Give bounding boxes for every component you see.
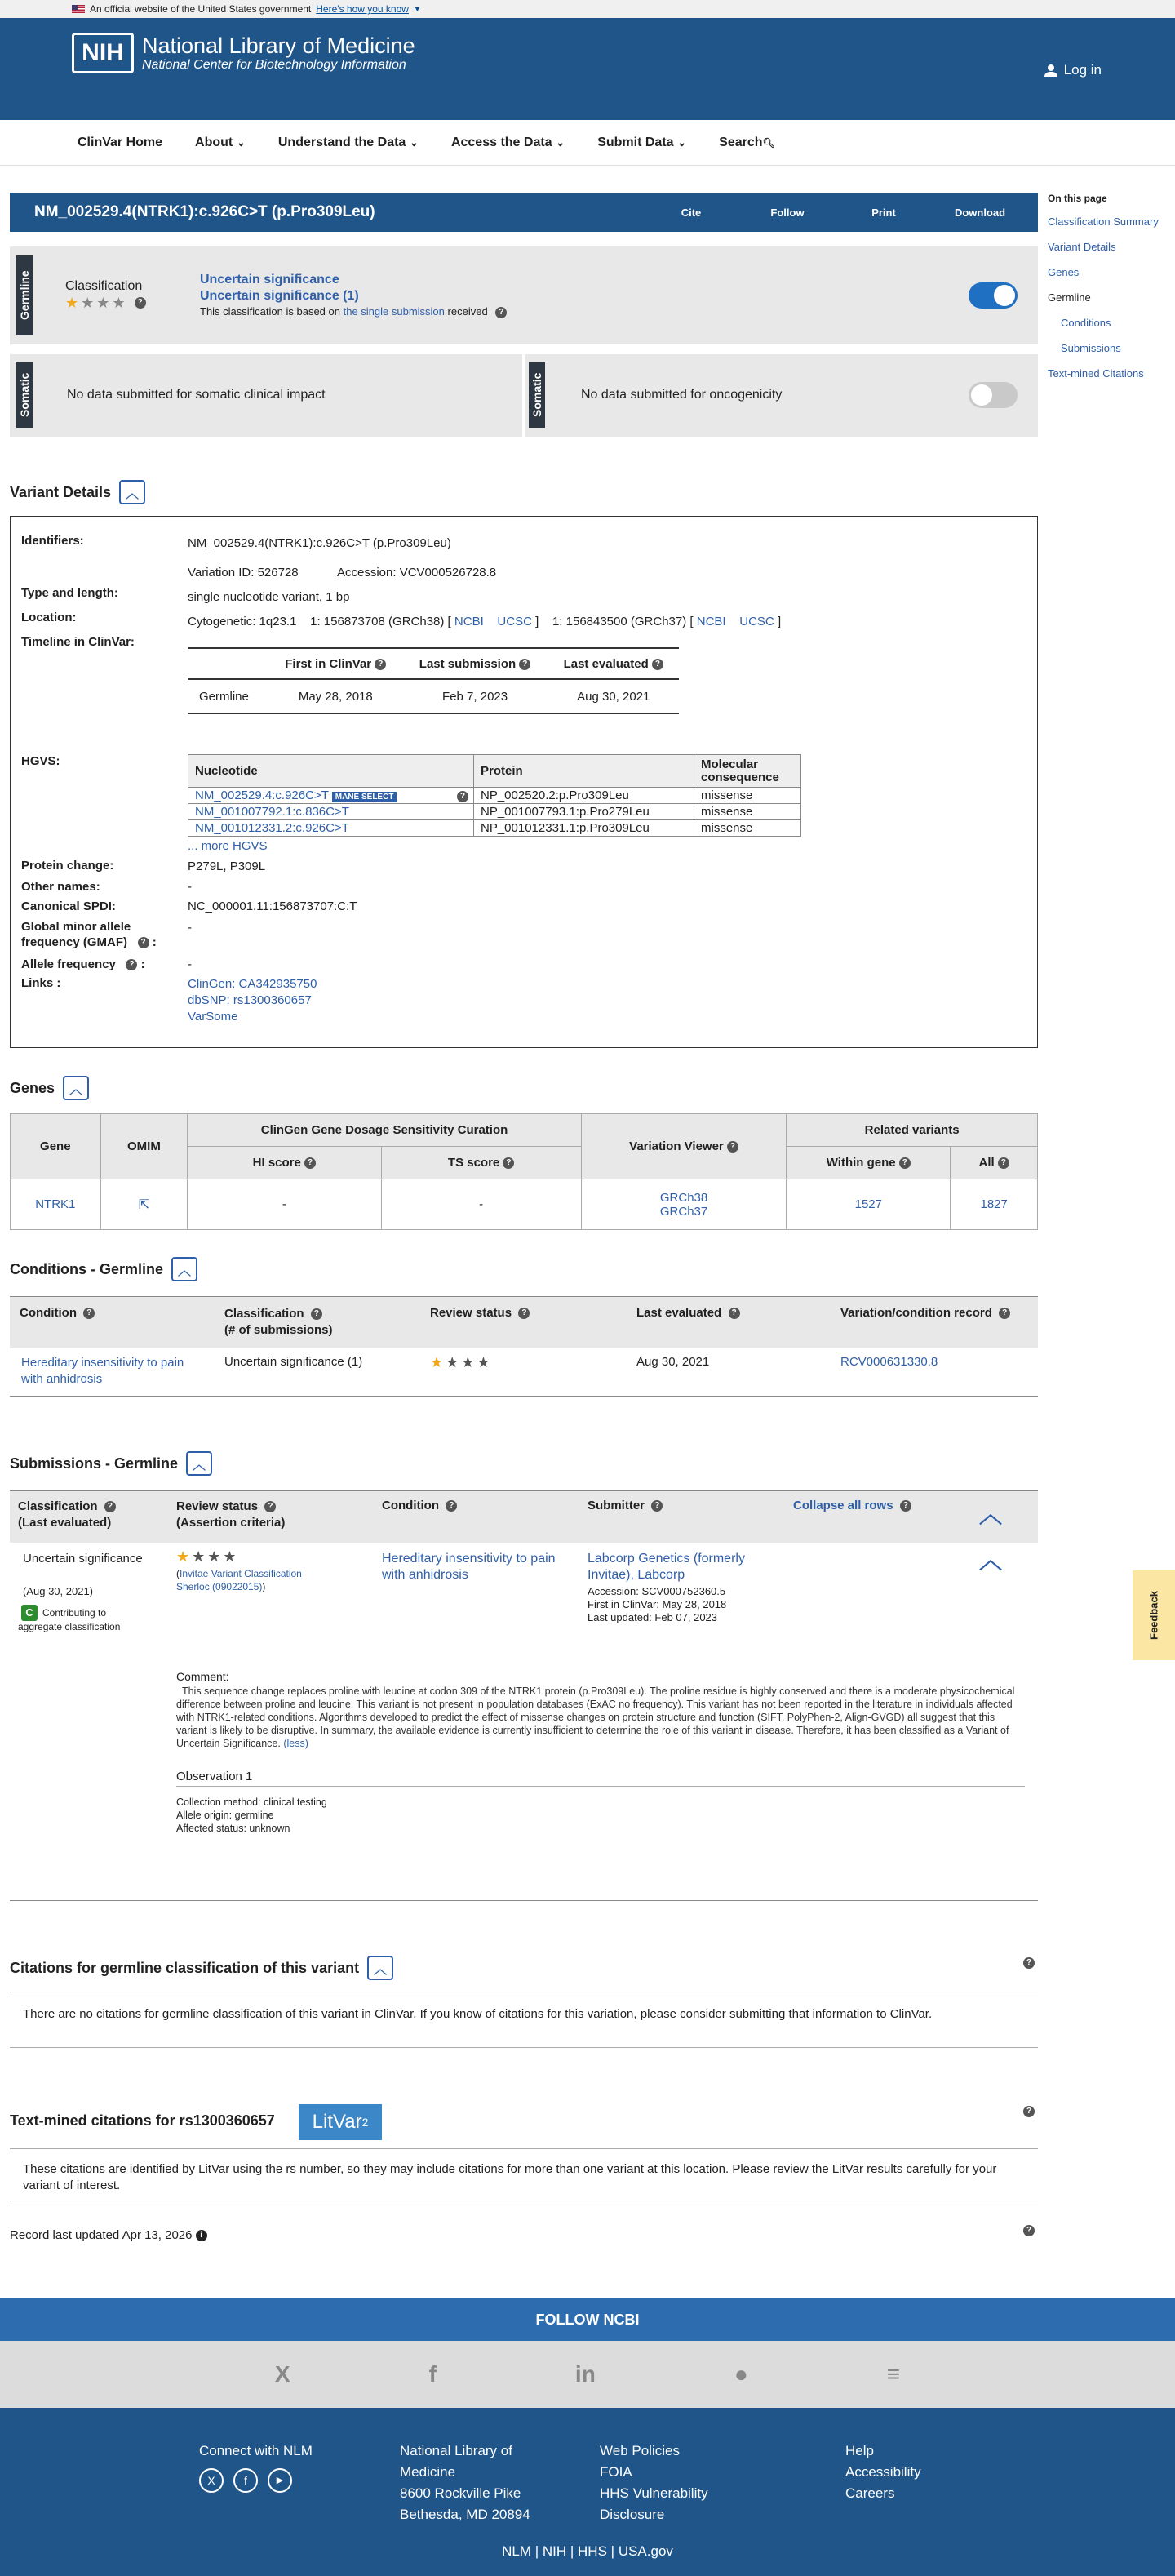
connect-col: Connect with NLM X f ▶	[199, 2441, 313, 2493]
help-icon[interactable]: ?	[1023, 2225, 1035, 2236]
otp-submissions[interactable]: Submissions	[1061, 342, 1121, 354]
youtube-icon[interactable]: ▶	[268, 2468, 292, 2493]
af-value: -	[188, 957, 192, 971]
info-icon: i	[196, 2230, 207, 2241]
other-names-label: Other names:	[21, 880, 100, 894]
hgvs-table: Nucleotide Protein Molecular consequence NM_002529.4:c.926C>T MANE SELECT ? NP_002520.2:p.Pro309Leu missense NM_001007792.1:c.836C>T NP_001007793.1:p.Pro279Leu missense NM_001012331.2:c.926C>T NP_001012331.1:p.Pro309Leu missense	[188, 754, 801, 837]
somatic-onco: No data submitted for oncogenicity	[581, 388, 783, 402]
review-stars: ★ ★ ★ ★	[430, 1354, 490, 1370]
contributing-badge: C	[21, 1605, 38, 1621]
otp-genes[interactable]: Genes	[1048, 266, 1080, 278]
nav-search[interactable]: Search🔍︎	[719, 135, 775, 149]
somatic-toggle[interactable]	[969, 382, 1018, 408]
identifiers-value: NM_002529.4(NTRK1):c.926C>T (p.Pro309Leu)	[188, 536, 451, 550]
gene-link[interactable]: NTRK1	[35, 1197, 76, 1211]
classification-label: Classification	[65, 279, 143, 293]
comment-text: This sequence change replaces proline with leucine at codon 309 of the NTRK1 protein (p.Pro309Leu). The proline residue is highly conserved and there is a moderate physicochemical difference between proline and leucine. This variant is not present in population databases (ExAC no frequency). This variant has not been reported in the literature in individuals affected with NTRK1-related conditions. Algorithms developed to predict the effect of missense changes on protein structure and function (SIFT, PolyPhen-2, Align-GVGD) all suggest that this variant is likely to be disruptive. In summary, the available evidence is currently insufficient to determine the role of this variant in disease. Therefore, it has been classified as a Variant of Uncertain Significance. (less)	[176, 1686, 1015, 1749]
condition-classification: Uncertain significance (1)	[224, 1355, 363, 1369]
help-icon: ?	[446, 1500, 457, 1512]
careers-link[interactable]: Careers	[845, 2485, 895, 2501]
ucsc-link[interactable]: UCSC	[497, 615, 532, 628]
sub-date: (Aug 30, 2021)	[23, 1585, 94, 1597]
less-link[interactable]: (less)	[283, 1738, 308, 1749]
table-row: NTRK1 ⇱ - - GRCh38 GRCh37 1527 1827	[11, 1179, 1038, 1230]
follow-ncbi: FOLLOW NCBI	[0, 2298, 1175, 2341]
citations-text: There are no citations for germline classification of this variant in ClinVar. If you know of citations for this variation, please consider submitting that information to ClinVar.	[23, 2007, 933, 2021]
citations-heading: Citations for germline classification of this variant ︿	[10, 1956, 393, 1980]
other-names-value: -	[188, 880, 192, 894]
hgvs-link[interactable]: NM_001012331.2:c.926C>T	[195, 821, 349, 835]
observation-details: Collection method: clinical testing Allele origin: germline Affected status: unknown	[176, 1797, 327, 1834]
download-button[interactable]: Download	[954, 206, 1006, 219]
varsome-link[interactable]: VarSome	[188, 1010, 238, 1024]
hhs-link[interactable]: HHS	[578, 2543, 607, 2559]
help-icon: ?	[900, 1500, 911, 1512]
comment-label: Comment:	[176, 1670, 229, 1683]
hgvs-label: HGVS:	[21, 754, 60, 768]
nlm-logo[interactable]	[72, 33, 415, 73]
hgvs-link[interactable]: NM_001007792.1:c.836C>T	[195, 805, 349, 819]
login-button[interactable]: Log in	[1044, 62, 1102, 78]
sub-review-col: Review status ? (Assertion criteria)	[176, 1499, 286, 1530]
spdi-value: NC_000001.11:156873707:C:T	[188, 899, 357, 913]
divider	[10, 1900, 1038, 1901]
star-empty-icon: ★	[81, 295, 95, 311]
collapse-icon[interactable]: ︿	[171, 1257, 197, 1281]
x-icon[interactable]: X	[274, 2361, 290, 2387]
header-title: National Library of Medicine	[142, 33, 415, 58]
submissions-heading: Submissions - Germline ︿	[10, 1451, 212, 1476]
help-icon[interactable]: ?	[1023, 2106, 1035, 2117]
mane-select-badge: MANE SELECT	[332, 792, 397, 802]
help-icon: ?	[998, 1157, 1009, 1169]
single-submission-link[interactable]: the single submission	[343, 305, 445, 318]
header-subtitle: National Center for Biotechnology Information	[142, 58, 406, 72]
help-icon: ?	[495, 307, 507, 318]
nih-link[interactable]: NIH	[542, 2543, 567, 2559]
collapse-all-icon[interactable]: ︿	[979, 1502, 1003, 1527]
nlm-link[interactable]: NLM	[502, 2543, 531, 2559]
github-icon[interactable]: ●	[734, 2361, 748, 2387]
otp-classification-summary[interactable]: Classification Summary	[1048, 215, 1159, 228]
variant-details-heading: Variant Details ︿	[10, 480, 145, 504]
help-col	[845, 2441, 921, 2504]
star-filled-icon: ★	[65, 295, 79, 311]
dbsnp-link[interactable]: dbSNP: rs1300360657	[188, 993, 312, 1007]
type-label: Type and length:	[21, 586, 118, 600]
textmined-text: These citations are identified by LitVar using the rs number, so they may include citations for more than one variant at this location. Please review the LitVar results carefully for your variant of interest.	[23, 2162, 997, 2192]
print-button[interactable]: Print	[871, 206, 896, 219]
review-stars: ★ ★ ★ ★	[176, 1548, 237, 1565]
ncbi-link[interactable]: NCBI	[454, 615, 484, 628]
sub-condition-link[interactable]: Hereditary insensitivity to pain with anhidrosis	[382, 1552, 556, 1582]
contributing-text: Contributing to aggregate classification	[18, 1607, 121, 1632]
otp-conditions[interactable]: Conditions	[1061, 317, 1111, 329]
protein-change-value: P279L, P309L	[188, 859, 266, 873]
search-icon: 🔍︎	[762, 136, 775, 149]
divider	[10, 2047, 1038, 2048]
help-icon: ?	[264, 1501, 276, 1512]
grch37-link[interactable]: GRCh37	[659, 1204, 708, 1219]
feedback-button[interactable]: Feedback	[1133, 1570, 1175, 1660]
rss-icon[interactable]: ≡	[886, 2361, 901, 2387]
nav-access[interactable]: Access the Data ⌄	[450, 135, 565, 149]
somatic-tag-2: Somatic	[529, 362, 545, 428]
collapse-icon[interactable]: ︿	[63, 1076, 89, 1100]
divider	[10, 2148, 1038, 2149]
gmaf-label: Global minor allele frequency (GMAF) ? :	[21, 920, 157, 949]
chevron-down-icon: ⌄	[236, 135, 246, 149]
nav-understand[interactable]: Understand the Data ⌄	[277, 135, 419, 149]
x-icon[interactable]: X	[199, 2468, 224, 2493]
review-status-col: Review status ?	[430, 1306, 530, 1320]
nav-about[interactable]: About ⌄	[195, 135, 246, 149]
germline-class1: Uncertain significance	[200, 273, 339, 286]
somatic-clinical: No data submitted for somatic clinical impact	[67, 388, 326, 402]
nav-submit[interactable]: Submit Data ⌄	[597, 135, 687, 149]
us-flag-icon	[72, 5, 85, 13]
divider	[522, 354, 525, 437]
sub-classification-col: Classification ? (Last evaluated)	[18, 1499, 116, 1531]
facebook-icon[interactable]: f	[428, 2361, 437, 2387]
identifiers-label: Identifiers:	[21, 534, 84, 548]
help-icon: ?	[518, 1308, 530, 1319]
links-label: Links :	[21, 976, 61, 990]
external-link-icon[interactable]: ⇱	[138, 1197, 150, 1212]
otp-variant-details[interactable]: Variant Details	[1048, 241, 1116, 253]
on-this-page: On this page Classification Summary Variant Details Genes Germline Conditions Submissions Text-mined Citations	[1048, 193, 1170, 393]
collapse-icon[interactable]: ︿	[367, 1956, 393, 1980]
web-policies-link[interactable]: Web Policies	[600, 2443, 680, 2458]
help-icon: ?	[104, 1501, 116, 1512]
location-value: Cytogenetic: 1q23.1 1: 156873708 (GRCh38) [ NCBI UCSC ] 1: 156843500 (GRCh37) [ NCBI UCSC ]	[188, 615, 782, 628]
more-hgvs-link[interactable]: ... more HGVS	[188, 839, 268, 853]
chevron-down-icon: ▼	[413, 5, 421, 13]
chevron-down-icon: ⌄	[677, 135, 687, 149]
help-icon: ?	[126, 959, 137, 970]
help-icon: ?	[138, 937, 149, 948]
location-label: Location:	[21, 611, 77, 624]
address-col: National Library of Medicine 8600 Rockville Pike Bethesda, MD 20894	[400, 2443, 530, 2522]
collapse-icon[interactable]: ︿	[186, 1451, 212, 1476]
table-row: NM_001007792.1:c.836C>T NP_001007793.1:p.Pro279Leu missense	[188, 804, 801, 820]
facebook-icon[interactable]: f	[233, 2468, 258, 2493]
classification-col: Classification ? (# of submissions)	[224, 1307, 333, 1337]
help-icon: ?	[519, 659, 530, 670]
collapse-all-rows[interactable]: Collapse all rows ?	[793, 1499, 911, 1512]
otp-text-mined[interactable]: Text-mined Citations	[1048, 367, 1144, 380]
divider	[176, 1786, 1025, 1787]
table-row: NM_001012331.2:c.926C>T NP_001012331.1:p.Pro309Leu missense	[188, 820, 801, 837]
af-label: Allele frequency ? :	[21, 957, 145, 971]
variation-id: Variation ID: 526728	[188, 566, 299, 580]
gmaf-value: -	[188, 921, 192, 935]
policies-col: Web Policies FOIA HHS Vulnerability Disclosure	[600, 2441, 708, 2525]
ucsc-link[interactable]: UCSC	[739, 615, 774, 628]
help-icon: ?	[83, 1308, 95, 1319]
help-icon: ?	[375, 659, 386, 670]
help-icon: ?	[729, 1308, 740, 1319]
review-stars	[65, 295, 146, 310]
observation-title: Observation 1	[176, 1770, 253, 1783]
clingen-link[interactable]: ClinGen: CA342935750	[188, 977, 317, 991]
main-nav	[0, 120, 1175, 166]
hgvs-link[interactable]: NM_002529.4:c.926C>T	[195, 788, 329, 802]
submitter-link[interactable]: Labcorp Genetics (formerly Invitae), Labcorp	[588, 1552, 745, 1582]
textmined-heading: Text-mined citations for rs1300360657	[10, 2112, 275, 2129]
sub-classification: Uncertain significance	[23, 1552, 143, 1566]
foia-link[interactable]: FOIA	[600, 2464, 632, 2480]
conditions-heading: Conditions - Germline ︿	[10, 1257, 197, 1281]
all-variants-link[interactable]: 1827	[980, 1197, 1008, 1211]
social-bar	[0, 2341, 1175, 2408]
help-icon: ?	[899, 1157, 911, 1169]
links-list	[188, 976, 317, 1025]
nih-logo-icon: NIH	[72, 33, 134, 73]
spdi-label: Canonical SPDI:	[21, 899, 116, 913]
hhs-link[interactable]: HHS Vulnerability	[600, 2485, 708, 2501]
germline-class2: Uncertain significance (1)	[200, 289, 359, 303]
condition-col: Condition ?	[20, 1306, 95, 1320]
linkedin-icon[interactable]: in	[574, 2361, 596, 2387]
help-icon[interactable]: ?	[1023, 1957, 1035, 1969]
cite-button[interactable]: Cite	[681, 206, 702, 219]
criteria-link[interactable]: Invitae Variant Classification Sherloc (09022015)	[176, 1568, 302, 1592]
follow-button[interactable]: Follow	[770, 206, 805, 219]
otp-germline: Germline	[1048, 291, 1091, 304]
usagov-link[interactable]: USA.gov	[618, 2543, 673, 2559]
protein-change-label: Protein change:	[21, 859, 114, 873]
accessibility-link[interactable]: Accessibility	[845, 2464, 921, 2480]
collapse-icon[interactable]: ︿	[119, 480, 145, 504]
assertion-criteria: (Invitae Variant Classification Sherloc (09022015))	[176, 1568, 302, 1592]
star-empty-icon: ★	[112, 295, 126, 311]
chevron-down-icon: ⌄	[409, 135, 419, 149]
genes-table: Gene OMIM ClinGen Gene Dosage Sensitivity Curation Variation Viewer ? Related variants HI score ? TS score ? Within gene ? All ? NTRK1 ⇱ - - GRCh38 GRCh37 1527 1827	[10, 1113, 1038, 1230]
nav-clinvar-home[interactable]: ClinVar Home	[78, 135, 163, 149]
variant-title: NM_002529.4(NTRK1):c.926C>T (p.Pro309Leu)	[34, 203, 375, 220]
rcv-link[interactable]: RCV000631330.8	[840, 1355, 938, 1369]
condition-link[interactable]: Hereditary insensitivity to pain with anhidrosis	[21, 1356, 184, 1386]
grch38-link[interactable]: GRCh38	[659, 1190, 708, 1205]
divider	[10, 1396, 1038, 1397]
germline-summary	[10, 246, 1038, 344]
help-icon: ?	[652, 659, 663, 670]
help-icon[interactable]: ?	[135, 297, 146, 309]
star-empty-icon: ★	[96, 295, 110, 311]
help-icon: ?	[311, 1308, 322, 1320]
classification-basis: This classification is based on the single submission received ?	[200, 305, 507, 318]
germline-tag: Germline	[16, 255, 33, 335]
help-icon: ?	[651, 1500, 663, 1512]
sub-condition-col: Condition ?	[382, 1499, 457, 1512]
help-icon: ?	[457, 791, 468, 802]
nlm-footer	[0, 2408, 1175, 2576]
condition-last-evaluated: Aug 30, 2021	[636, 1355, 710, 1369]
timeline-label: Timeline in ClinVar:	[21, 635, 135, 649]
help-icon: ?	[999, 1308, 1010, 1319]
chevron-down-icon: ⌄	[556, 135, 565, 149]
genes-heading: Genes ︿	[10, 1076, 89, 1100]
submitter-info: Accession: SCV000752360.5 First in ClinVar: May 28, 2018 Last updated: Feb 07, 2023	[588, 1585, 727, 1623]
conditions-header	[10, 1296, 1038, 1348]
gov-banner: An official website of the United States government Here's how you know ▼	[0, 0, 1175, 18]
type-value: single nucleotide variant, 1 bp	[188, 590, 350, 604]
help-icon: ?	[727, 1141, 738, 1153]
help-icon: ?	[304, 1157, 316, 1169]
litvar-logo[interactable]: LitVar 2	[299, 2104, 382, 2140]
record-updated: Record last updated Apr 13, 2026 i	[10, 2228, 207, 2242]
user-icon	[1044, 64, 1058, 77]
footer-bottom-links: NLM | NIH | HHS | USA.gov	[502, 2543, 673, 2559]
germline-toggle[interactable]	[969, 282, 1018, 309]
last-evaluated-col: Last evaluated ?	[636, 1306, 740, 1320]
how-you-know-link[interactable]: Here's how you know	[316, 3, 409, 15]
record-col: Variation/condition record ?	[840, 1306, 1010, 1320]
help-link[interactable]: Help	[845, 2443, 874, 2458]
help-icon: ?	[503, 1157, 514, 1169]
timeline-table: First in ClinVar ? Last submission ? Last evaluated ? Germline May 28, 2018 Feb 7, 2023 Aug 30, 2021	[188, 647, 679, 714]
accession: Accession: VCV000526728.8	[337, 566, 497, 580]
ncbi-link[interactable]: NCBI	[696, 615, 726, 628]
table-row: NM_002529.4:c.926C>T MANE SELECT ? NP_002520.2:p.Pro309Leu missense	[188, 788, 801, 804]
somatic-tag: Somatic	[16, 362, 33, 428]
variant-title-bar	[10, 193, 1038, 232]
within-gene-link[interactable]: 1527	[854, 1197, 882, 1211]
sub-submitter-col: Submitter ?	[588, 1499, 663, 1512]
collapse-row-icon[interactable]: ︿	[979, 1548, 1003, 1573]
